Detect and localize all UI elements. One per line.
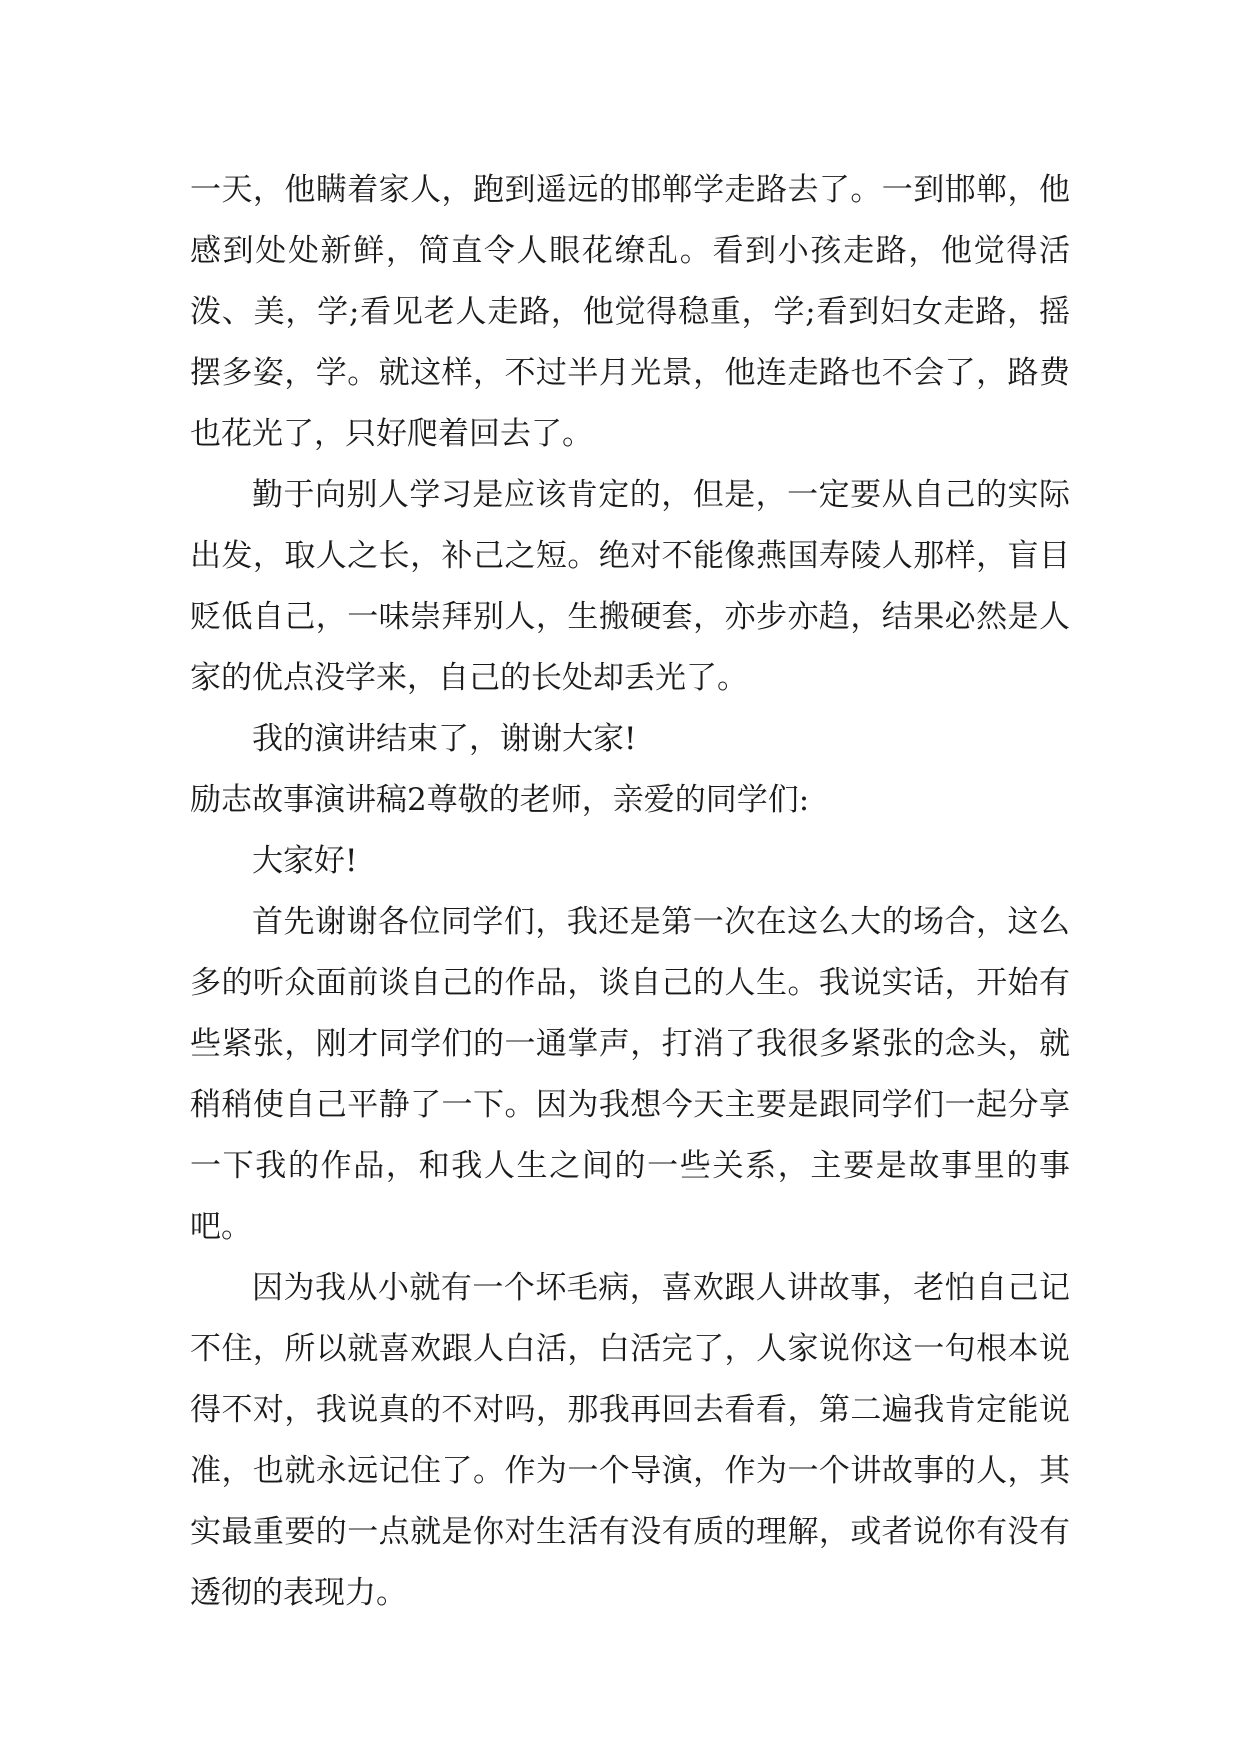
body-text [190, 160, 1070, 1624]
speech-heading: 励志故事演讲稿2尊敬的老师，亲爱的同学们: [190, 782, 810, 818]
paragraph-storytelling: 因为我从小就有一个坏毛病，喜欢跟人讲故事，老怕自己记不住，所以就喜欢跟人白活，白活完了，人家说你这一句根本说得不对，我说真的不对吗，那我再回去看看，第二遍我肯定能说准，也就永远记住了。作为一个导演，作为一个讲故事的人，其实最重要的一点就是你对生活有没有质的理解，或者说你有没有透彻的表现力。 [190, 1270, 1070, 1611]
paragraph-greeting: 大家好! [252, 843, 358, 879]
paragraph-closing: 我的演讲结束了，谢谢大家! [252, 721, 637, 757]
paragraph-lesson: 勤于向别人学习是应该肯定的，但是，一定要从自己的实际出发，取人之长，补己之短。绝对不能像燕国寿陵人那样，盲目贬低自己，一味崇拜别人，生搬硬套，亦步亦趋，结果必然是人家的优点没学来，自己的长处却丢光了。 [190, 477, 1070, 696]
paragraph-story-ending: 一天，他瞒着家人，跑到遥远的邯郸学走路去了。一到邯郸，他感到处处新鲜，简直令人眼花缭乱。看到小孩走路，他觉得活泼、美，学;看见老人走路，他觉得稳重，学;看到妇女走路，摇摆多姿，学。就这样，不过半月光景，他连走路也不会了，路费也花光了，只好爬着回去了。 [190, 172, 1070, 452]
paragraph-introduction: 首先谢谢各位同学们，我还是第一次在这么大的场合，这么多的听众面前谈自己的作品，谈自己的人生。我说实话，开始有些紧张，刚才同学们的一通掌声，打消了我很多紧张的念头，就稍稍使自己平静了一下。因为我想今天主要是跟同学们一起分享一下我的作品，和我人生之间的一些关系，主要是故事里的事吧。 [190, 904, 1070, 1245]
